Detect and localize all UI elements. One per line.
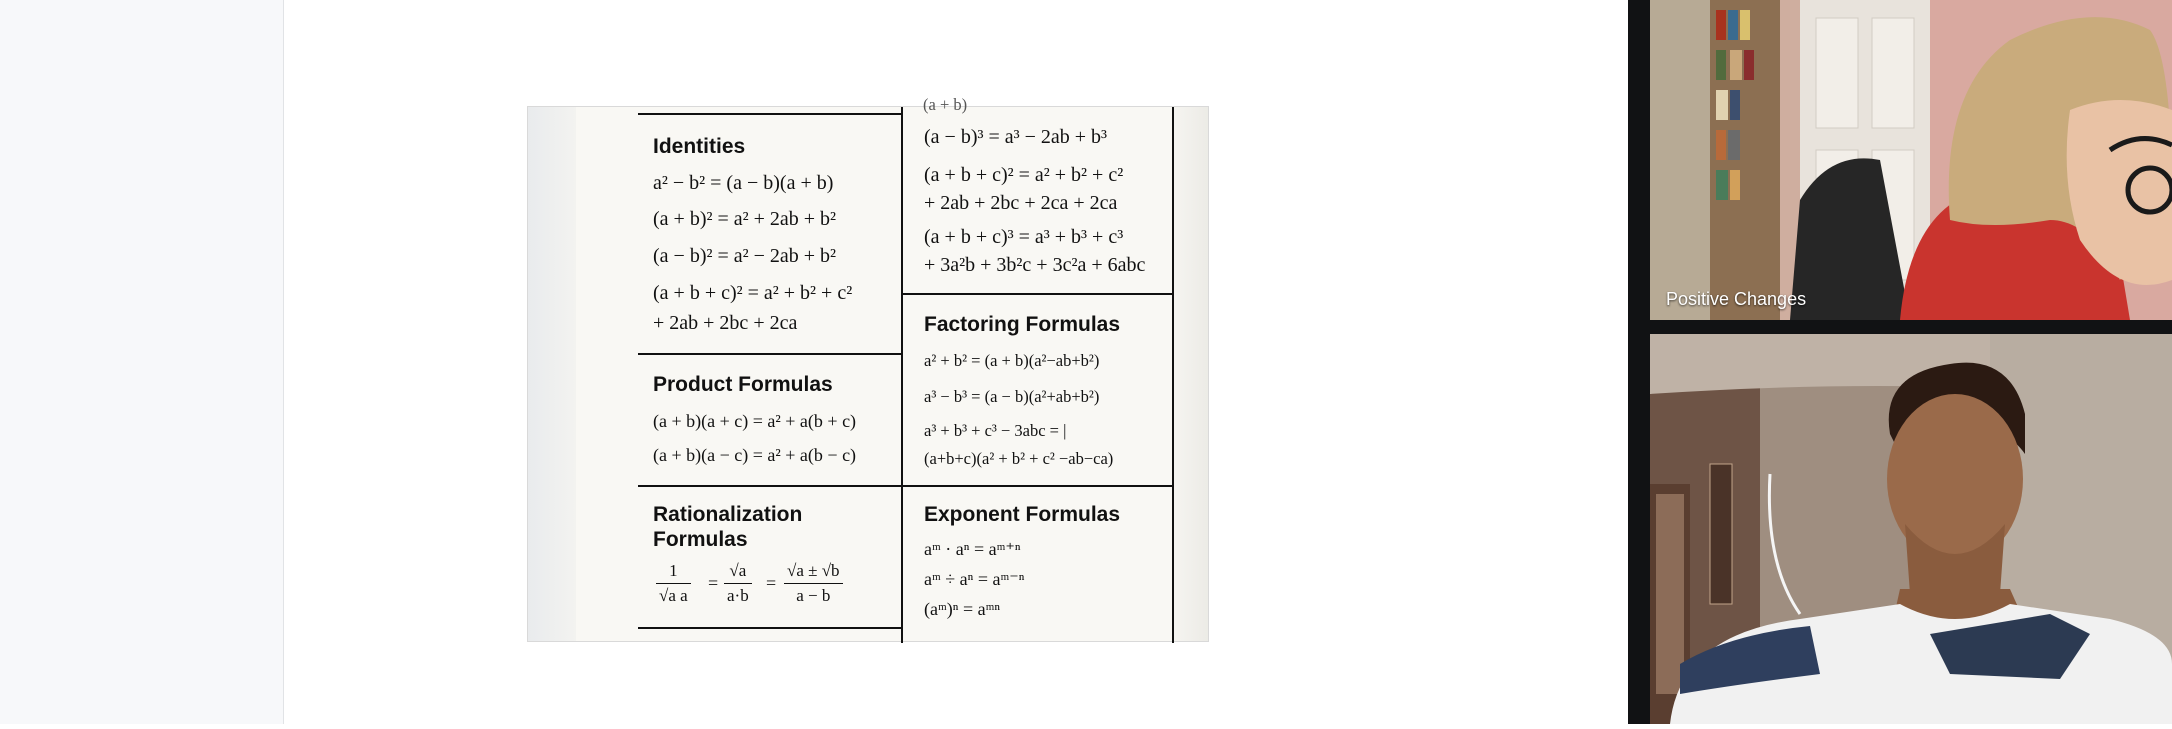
factoring-formula: a² + b² = (a + b)(a²−ab+b²) [924,351,1100,370]
equals-sign: = [766,573,777,593]
left-sidebar [0,0,284,724]
fraction-denominator: a·b [727,586,749,605]
exponent-formula: (aᵐ)ⁿ = aᵐⁿ [924,599,1001,619]
sheet-left-shadow [528,107,576,641]
cube-formula: (a − b)³ = a³ − 2ab + b³ [924,126,1108,148]
grid-line [638,485,902,487]
rationalization-fraction [724,561,752,606]
participant-name-label: Positive Changes [1666,289,1807,309]
fraction-denominator: a − b [796,586,831,605]
identity-formula: a² − b² = (a − b)(a + b) [653,172,834,194]
formula-partial: (a + b) [923,95,968,114]
participant-video-tile[interactable] [1650,334,2172,724]
participant-video-feed [1650,334,2172,724]
rationalization-fraction [656,561,691,606]
factoring-formula: a³ + b³ + c³ − 3abc = | [924,421,1067,440]
identity-formula: (a + b + c)² = a² + b² + c² [653,282,853,304]
participant-video-tile[interactable] [1650,0,2172,320]
identities-title: Identities [653,135,746,158]
fraction-denominator: √a a [659,586,688,605]
rationalization-fraction [784,561,843,606]
exponent-formula: aᵐ ÷ aⁿ = aᵐ⁻ⁿ [924,569,1025,589]
equals-sign: = [708,573,719,593]
factoring-formula: a³ − b³ = (a − b)(a²+ab+b²) [924,387,1100,406]
cube-formula: + 2ab + 2bc + 2ca + 2ca [924,192,1118,214]
identity-formula: + 2ab + 2bc + 2ca [653,312,798,334]
formula-sheet-image [527,95,1209,642]
factoring-formula: (a+b+c)(a² + b² + c² −ab−ca) [924,449,1114,468]
participant-video-feed [1650,0,2172,320]
grid-line [902,485,1173,487]
fraction-numerator: 1 [656,561,691,584]
exponent-formula: aᵐ · aⁿ = aᵐ⁺ⁿ [924,539,1021,559]
fraction-numerator: √a ± √b [784,561,843,584]
fraction-numerator: √a [724,561,752,584]
cube-formula: (a + b + c)³ = a³ + b³ + c³ [924,226,1124,248]
factoring-formulas-title: Factoring Formulas [924,313,1121,336]
identity-formula: (a − b)² = a² − 2ab + b² [653,245,837,267]
rationalization-title-line2: Formulas [653,528,748,551]
identity-formula: (a + b)² = a² + 2ab + b² [653,208,837,230]
grid-line [901,107,903,643]
cube-formula: + 3a²b + 3b²c + 3c²a + 6abc [924,254,1146,276]
product-formula: (a + b)(a − c) = a² + a(b − c) [653,445,857,465]
video-call-panel [1628,0,2172,724]
exponent-formulas-title: Exponent Formulas [924,503,1121,526]
rationalization-title-line1: Rationalization [653,503,803,526]
product-formula: (a + b)(a + c) = a² + a(b + c) [653,411,857,431]
product-formulas-title: Product Formulas [653,373,833,396]
cube-formula: (a + b + c)² = a² + b² + c² [924,164,1124,186]
grid-line [902,293,1173,295]
sheet-right-shadow [1172,107,1208,641]
grid-line [1172,107,1174,643]
grid-line [638,113,902,115]
grid-line [638,627,902,629]
grid-line [638,353,902,355]
